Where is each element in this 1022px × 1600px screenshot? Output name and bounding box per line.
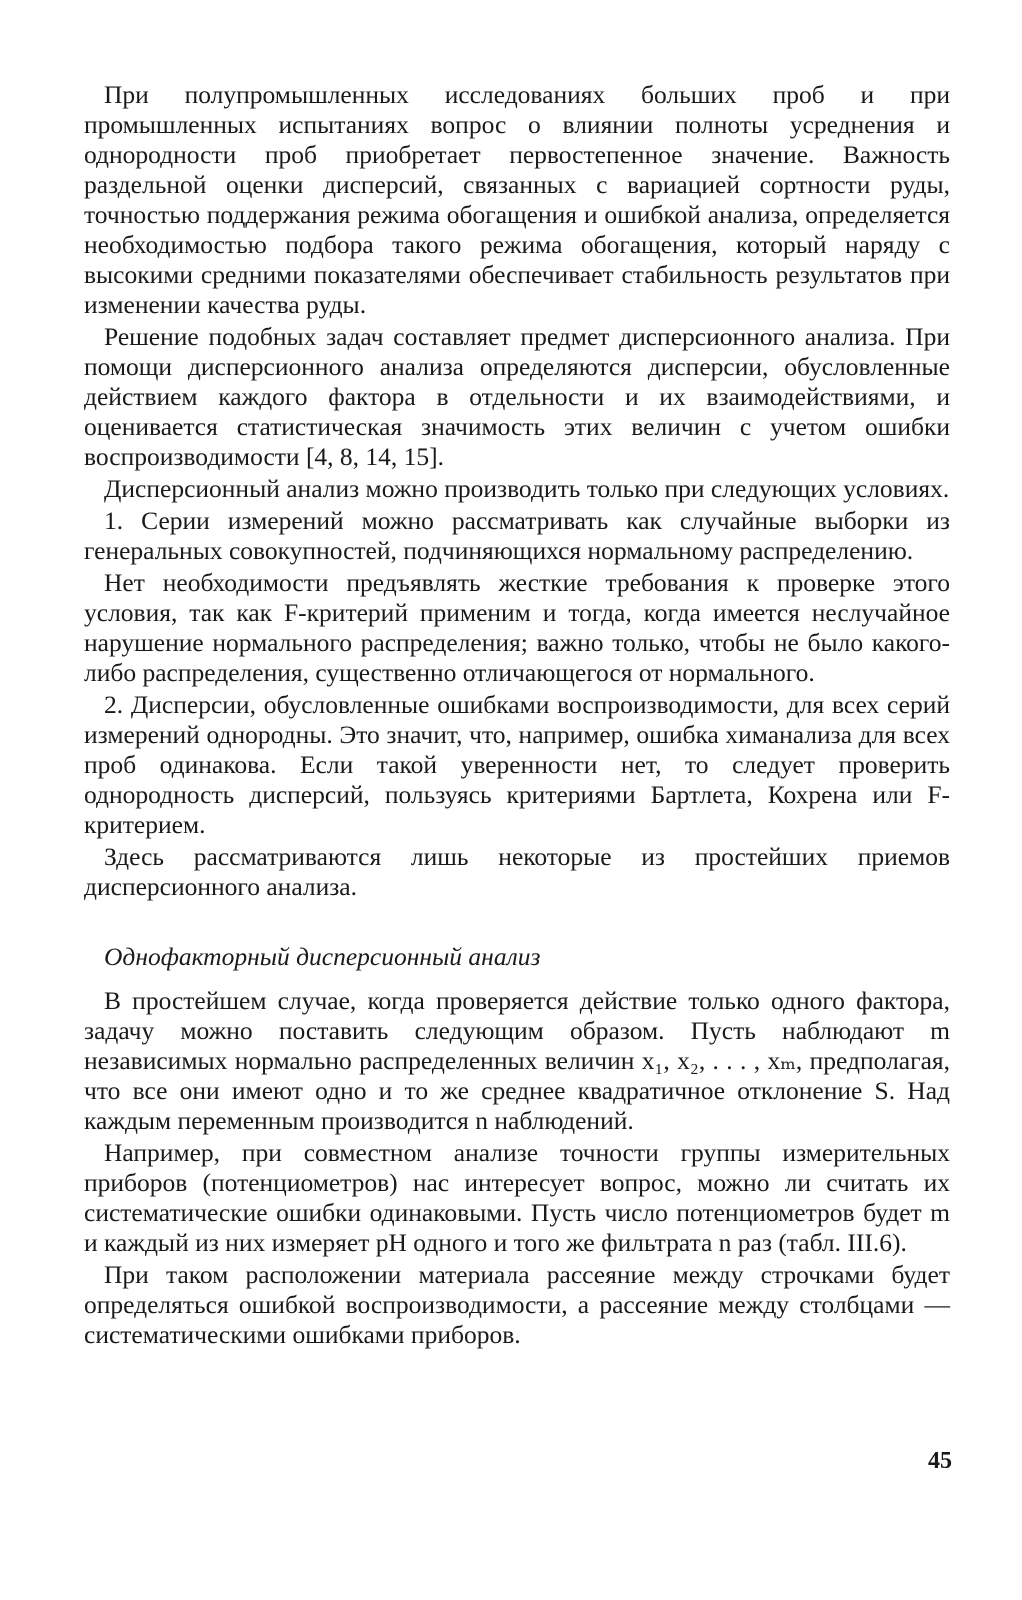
paragraph: Дисперсионный анализ можно производить только при следующих условиях.: [104, 474, 950, 503]
paragraph: 2. Дисперсии, обусловленные ошибками воспроизводимости, для всех серий измерений однородны. Это значит, что, например, ошибка химанализа для всех проб одинакова. Если такой уверенности нет, то следует проверить однородность дисперсий, пользуясь критериями Бартлета, Кохрена или F-критерием.: [84, 690, 950, 839]
page-body: [84, 80, 950, 1352]
paragraph: Здесь рассматриваются лишь некоторые из простейших приемов дисперсионного анализа.: [84, 842, 950, 901]
paragraph: При таком расположении материала рассеяние между строчками будет определяться ошибкой воспроизводимости, а рассеяние между столбцами — систематическими ошибками приборов.: [84, 1260, 950, 1349]
paragraph: При полупромышленных исследованиях больших проб и при промышленных испытаниях вопрос о влиянии полноты усреднения и однородности проб приобретает первостепенное значение. Важность раздельной оценки дисперсий, связанных с вариацией сортности руды, точностью поддержания режима обогащения и ошибкой анализа, определяется необходимостью подбора такого режима обогащения, который наряду с высокими средними показателями обеспечивает стабильность результатов при изменении качества руды.: [84, 80, 950, 319]
page-number: 45: [928, 1448, 952, 1474]
section-heading: Однофакторный дисперсионный анализ: [104, 942, 541, 971]
paragraph: 1. Серии измерений можно рассматривать как случайные выборки из генеральных совокупностей, подчиняющихся нормальному распределению.: [84, 506, 950, 565]
paragraph: Решение подобных задач составляет предмет дисперсионного анализа. При помощи дисперсионного анализа определяются дисперсии, обусловленные действием каждого фактора в отдельности и их взаимодействиями, и оценивается статистическая значимость этих величин с учетом ошибки воспроизводимости [4, 8, 14, 15].: [84, 322, 950, 471]
paragraph: В простейшем случае, когда проверяется действие только одного фактора, задачу можно поставить следующим образом. Пусть наблюдают m независимых нормально распределенных величин x₁, x₂, . . . , xₘ, предполагая, что все они имеют одно и то же среднее квадратичное отклонение S. Над каждым переменным производится n наблюдений.: [84, 986, 950, 1135]
paragraph: Нет необходимости предъявлять жесткие требования к проверке этого условия, так как F-критерий применим и тогда, когда имеется неслучайное нарушение нормального распределения; важно только, чтобы не было какого-либо распределения, существенно отличающегося от нормального.: [84, 568, 950, 687]
paragraph: Например, при совместном анализе точности группы измерительных приборов (потенциометров) нас интересует вопрос, можно ли считать их систематические ошибки одинаковыми. Пусть число потенциометров будет m и каждый из них измеряет pH одного и того же фильтрата n раз (табл. III.6).: [84, 1138, 950, 1257]
